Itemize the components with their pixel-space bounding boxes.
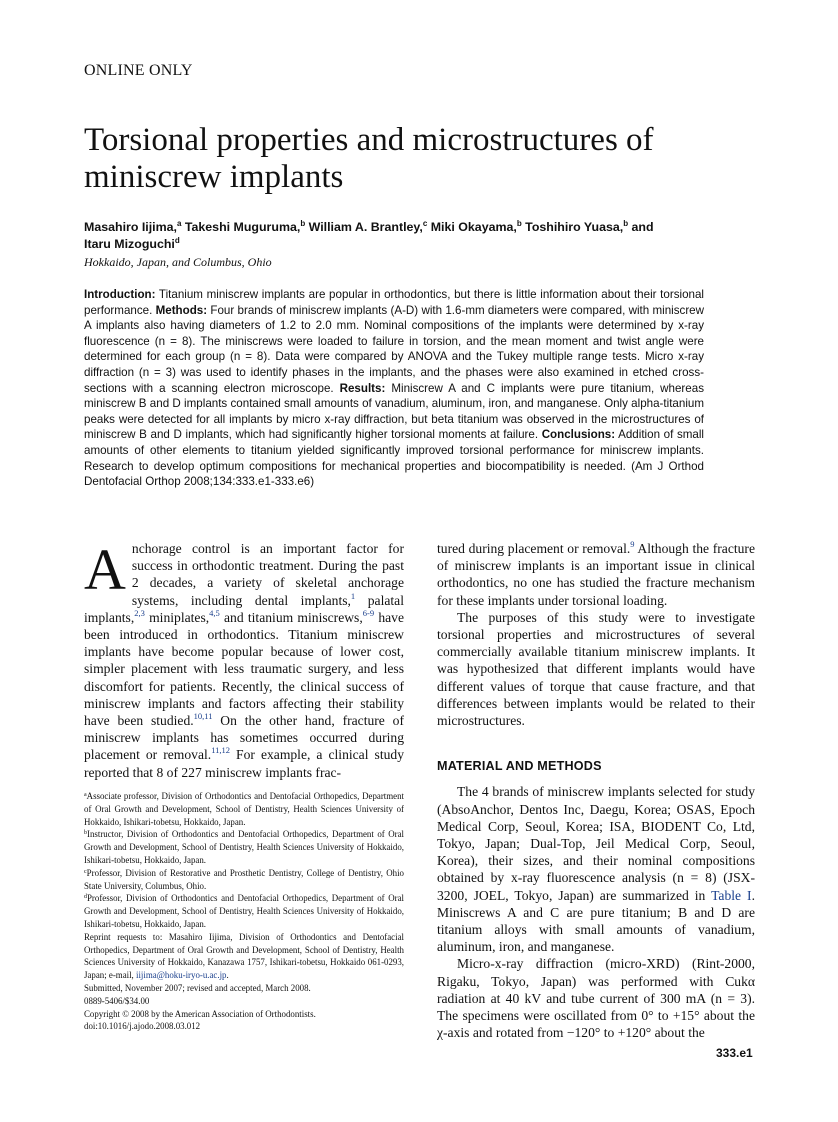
author-name: Itaru Mizoguchi [84,237,175,251]
footnote-mark: c [84,868,87,875]
author-affiliation-mark: b [623,219,629,228]
page-number: 333.e1 [716,1046,753,1060]
copyright: Copyright © 2008 by the American Association of Orthodontists. [84,1008,316,1019]
reprint-text: . [226,970,229,981]
author-list [84,219,724,253]
footnote-text: Professor, Division of Restorative and Prosthetic Dentistry, College of Dentistry, Ohio State University, Columbus, Ohio. [84,867,404,891]
body-column-right [437,540,755,1041]
body-text: have been introduced in orthodontics. Titanium miniscrew implants have become popular because of lower cost, simpler placement with less traumatic surgery, and less discomfort for patients. Recently, the clinical success of miniscrew implants and factors affecting their stability have been studied. [84,609,404,729]
author-name: Toshihiro Yuasa, [521,220,624,234]
email-link[interactable]: iijima@hoku-iryo-u.ac.jp [136,970,227,981]
abstract-results: Miniscrew A and C implants were pure titanium, whereas miniscrew B and D implants contained small amounts of vanadium, aluminum, iron, and manganese. Only alpha-titanium peaks were detected for all implants by micro x-ray diffraction, but beta titanium was observed in the microstructures of miniscrew B and D implants, which had significantly higher torsional moments at failure. [84,381,704,442]
footnote [84,828,404,866]
body-text: The 4 brands of miniscrew implants selected for study (AbsoAnchor, Dentos Inc, Daegu, Korea; OSAS, Epoch Medical Corp, Seoul, Korea; ISA, BIODENT Co, Ltd, Tokyo, Japan; Dual-Top, Jeil Medical Corp, Seoul, Korea), their sizes, and their nominal compositions obtained by x-ray fluorescence analysis (n = 8) (JSX-3200, JOEL, Tokyo, Japan) are summarized in [437,784,755,903]
body-text: For example, a clinical study reported that 8 of 227 miniscrew implants frac- [84,747,404,780]
author-affiliation-mark: c [422,219,428,228]
body-paragraph [84,537,404,781]
footnote-text: Instructor, Division of Orthodontics and Dentofacial Orthopedics, Department of Oral Growth and Development, School of Dentistry, Health Sciences University of Hokkaido, Ishikari-tobetsu, Hokkaido, Japan. [84,829,404,865]
author-affiliation-mark: b [516,219,522,228]
body-paragraph [437,540,755,609]
footnote [84,867,404,893]
body-text: tured during placement or removal. [437,541,631,556]
submission-dates: Submitted, November 2007; revised and accepted, March 2008. [84,982,311,993]
footnote-mark: b [84,830,87,837]
body-paragraph [437,783,755,955]
footnotes [84,790,404,1033]
author-name: Miki Okayama, [427,220,517,234]
body-text: . Miniscrews A and C are pure titanium; B and D are titanium alloys with small amounts of vanadium, aluminum, iron, and manganese. [437,887,755,955]
drop-cap: A [84,537,126,602]
title-line-1: Torsional properties and microstructures of [84,122,654,158]
body-paragraph: Micro-x-ray diffraction (micro-XRD) (Rint-2000, Rigaku, Tokyo, Japan) was performed with Cukα radiation at 40 kV and tube current of 300 mA (n = 3). The specimens were oscillated from 0° to +15° about the χ-axis and rotated from −120° to +120° about the [437,956,755,1041]
abstract-introduction-label: Introduction: [84,288,156,301]
author-affiliation-mark: d [174,236,180,245]
abstract-methods: Four brands of miniscrew implants (A-D) with 1.6-mm diameters were compared, with miniscrew A implants also having diameters of 1.2 to 2.0 mm. Nominal compositions of the implants were determined by x-ray fluorescence (n = 8). The miniscrews were loaded to failure in torsion, and the mean moment and twist angle were determined for each group (n = 8). Data were compared by ANOVA and the Tukey multiple range tests. Micro x-ray diffraction (n = 3) was used to identify phases in the implants, and the phases were also examined in etched cross-sections with a scanning electron microscope. [84,303,704,395]
citation-link[interactable]: 10,11 [193,711,213,722]
footnote-text: Professor, Division of Orthodontics and Dentofacial Orthopedics, Department of Oral Growth and Development, School of Dentistry, Health Sciences University of Hokkaido, Ishikari-tobetsu, Hokkaido, Japan. [84,893,404,929]
citation-link[interactable]: 1 [350,590,356,601]
footnote-mark: d [84,894,87,901]
body-text: On the other hand, fracture of miniscrew implants has sometimes occurred during placement or removal. [84,713,404,763]
table-link[interactable]: Table I [711,887,752,903]
section-heading: MATERIAL AND METHODS [437,759,602,774]
abstract-conclusions-label: Conclusions: [541,428,616,442]
author-name: Takeshi Muguruma, [181,220,301,234]
reprint-requests [84,931,404,982]
abstract-conclusions: Addition of small amounts of other elements to titanium yielded significantly improved torsional performance for miniscrew implants. Research to develop optimum compositions for mechanical properties and biocompatibility is needed. (Am J Orthod Dentofacial Orthop 2008;134:333.e1-333.e6) [84,428,704,489]
doi: doi:10.1016/j.ajodo.2008.03.012 [84,1021,201,1032]
abstract-methods-label: Methods: [155,303,208,317]
citation-link[interactable]: 6-9 [362,607,375,618]
body-column-left [84,537,404,781]
abstract [84,287,704,490]
issn: 0889-5406/$34.00 [84,995,150,1006]
citation-link[interactable]: 4,5 [209,607,220,618]
title-line-2: miniscrew implants [84,159,344,195]
footnote-text: Associate professor, Division of Orthodontics and Dentofacial Orthopedics, Department of Oral Growth and Development, School of Dentistry, Health Sciences University of Hokkaido, Ishikari-tobetsu, Hokkaido, Japan. [84,791,404,827]
abstract-results-label: Results: [339,381,386,395]
author-conjunction: and [628,220,654,234]
reprint-text: Reprint requests to: Masahiro Iijima, Division of Orthodontics and Dentofacial Orthopedics, Department of Oral Growth and Development, School of Dentistry, Health Sciences University of Hokkaido, Kanazawa 1757, Ishikari-tobetsu, Hokkaido 061-0293, Japan; e-mail, [84,931,404,981]
author-affiliation-mark: b [300,219,306,228]
body-text: and titanium miniscrews, [219,609,363,625]
footnote-mark: a [84,792,87,798]
body-text: palatal implants, [84,592,404,625]
author-name: Masahiro Iijima, [84,220,177,234]
citation-link[interactable]: 2,3 [134,607,145,618]
citation-link[interactable]: 11,12 [211,745,230,756]
author-affiliation: Hokkaido, Japan, and Columbus, Ohio [84,255,272,269]
footnote [84,892,404,930]
body-text: nchorage control is an important factor for success in orthodontic treatment. During the past 2 decades, a variety of skeletal anchorage systems, including dental implants, [131,541,404,608]
author-name: William A. Brantley, [305,220,423,234]
body-paragraph: The purposes of this study were to investigate torsional properties and microstructures of several commercially available titanium miniscrew implants. It was hypothesized that different implants would have different values of torque that cause fracture, and that differences between implants would be related to their microstructures. [437,609,755,729]
body-text: Although the fracture of miniscrew implants is an important issue in clinical orthodontics, no one has studied the fracture mechanism for these implants under torsional loading. [437,541,755,608]
body-text: miniplates, [144,609,210,625]
citation-link[interactable]: 9 [630,539,635,549]
article-title [84,122,764,196]
footnote [84,790,404,828]
section-label: ONLINE ONLY [84,62,193,79]
author-affiliation-mark: a [176,219,182,228]
abstract-introduction: Titanium miniscrew implants are popular in orthodontics, but there is little information about their torsional performance. [84,288,704,317]
